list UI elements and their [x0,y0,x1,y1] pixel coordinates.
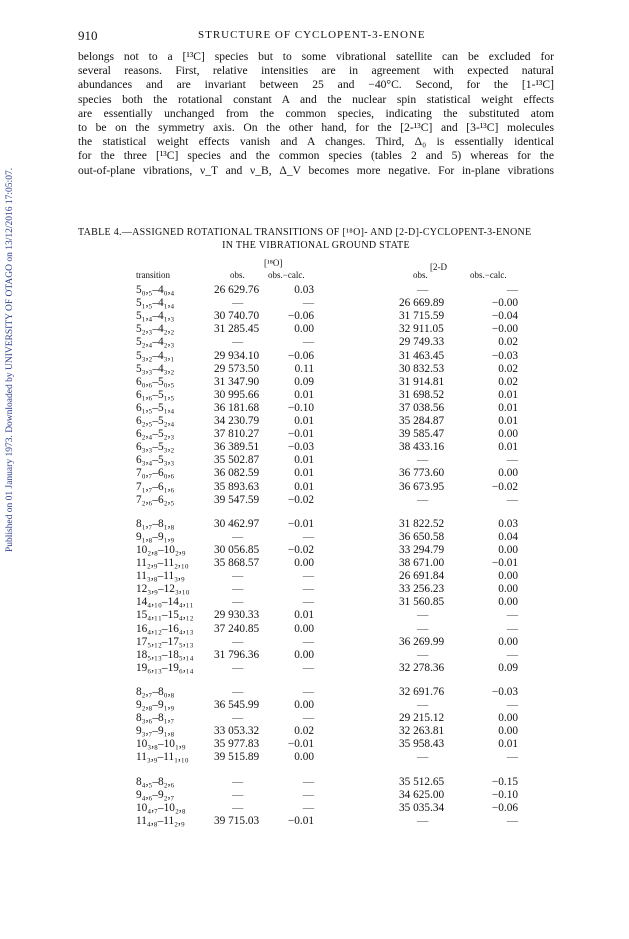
obs-2d-cell: — [417,284,429,296]
calc-o18-cell: 0.01 [294,388,314,401]
transition-cell: 17₅,₁₂–17₅,₁₃ [136,635,194,648]
obs-o18-cell: — [232,596,244,609]
transition-cell: 10₄,₇–10₂,₈ [136,801,186,814]
calc-2d-cell: 0.01 [498,401,518,414]
transition-cell: 5₁,₄–4₁,₃ [136,310,175,323]
transition-cell: 11₄,₈–11₂,₉ [136,814,185,827]
transition-cell: 9₄,₆–9₂,₇ [136,788,175,801]
calc-o18-cell: 0.09 [294,375,314,388]
obs-o18-cell: 36 545.99 [214,699,260,711]
group-header-2d: [2-D [430,262,447,272]
obs-o18-cell: 37 810.27 [214,428,260,441]
transition-cell: 7₂,₆–6₂,₅ [136,493,175,506]
calc-o18-cell: — [302,801,314,814]
col-header-obs-o18: obs. [230,270,245,280]
calc-o18-cell: 0.01 [294,609,314,622]
col-header-calc-o18: obs.−calc. [268,270,305,280]
transition-cell: 10₃,₈–10₁,₉ [136,738,186,751]
obs-2d-cell: 35 958.43 [399,738,445,751]
transition-cell: 6₂,₄–5₂,₃ [136,428,175,441]
body-paragraph [78,50,554,178]
calc-o18-cell: 0.03 [294,284,314,296]
calc-o18-cell: — [302,297,314,310]
calc-2d-cell: 0.04 [498,530,518,543]
calc-o18-cell: −0.01 [287,738,314,751]
calc-o18-cell: 0.00 [294,699,314,711]
calc-o18-cell: 0.01 [294,454,314,467]
obs-2d-cell: 35 512.65 [399,775,445,788]
calc-2d-cell: 0.02 [498,375,518,388]
obs-o18-cell: 30 995.66 [214,388,260,401]
transition-cell: 9₃,₇–9₁,₈ [136,725,175,738]
calc-2d-cell: 0.00 [498,543,518,556]
transition-cell: 19₆,₁₃–19₆,₁₄ [136,661,194,674]
transition-cell: 7₀,₇–6₀,₆ [136,467,175,480]
obs-2d-cell: 29 749.33 [399,336,445,349]
transition-cell: 11₃,₉–11₁,₁₀ [136,751,189,764]
calc-o18-cell: — [302,583,314,596]
transition-cell: 10₂,₈–10₂,₉ [136,543,186,556]
transition-cell: 8₃,₆–8₁,₇ [136,712,175,725]
obs-o18-cell: — [232,336,244,349]
obs-2d-cell: 31 698.52 [399,388,445,401]
calc-o18-cell: — [302,570,314,583]
obs-o18-cell: 30 056.85 [214,543,260,556]
download-watermark [3,120,17,600]
transition-cell: 15₄,₁₁–15₄,₁₂ [136,609,194,622]
calc-2d-cell: 0.00 [498,570,518,583]
transition-cell: 9₂,₈–9₁,₉ [136,699,175,711]
obs-2d-cell: 36 269.99 [399,635,445,648]
calc-2d-cell: 0.00 [498,467,518,480]
obs-o18-cell: — [232,297,244,310]
calc-o18-cell: — [302,788,314,801]
calc-2d-cell: — [506,622,518,635]
calc-o18-cell: −0.03 [287,441,314,454]
obs-o18-cell: 31 285.45 [214,323,260,336]
calc-2d-cell: 0.00 [498,725,518,738]
calc-o18-cell: 0.01 [294,467,314,480]
obs-2d-cell: 35 284.87 [399,415,445,427]
calc-2d-cell: — [506,751,518,764]
obs-2d-cell: 30 832.53 [399,362,445,375]
obs-2d-cell: — [417,609,429,622]
calc-o18-cell: −0.01 [287,517,314,530]
calc-o18-cell: — [302,336,314,349]
transition-cell: 6₁,₅–5₁,₄ [136,401,175,414]
calc-2d-cell: 0.00 [498,428,518,441]
obs-o18-cell: 30 740.70 [214,310,260,323]
calc-2d-cell: 0.02 [498,362,518,375]
calc-o18-cell: 0.00 [294,751,314,764]
calc-o18-cell: −0.01 [287,814,314,827]
obs-2d-cell: 32 278.36 [399,661,445,674]
obs-o18-cell: — [232,801,244,814]
obs-o18-cell: 36 181.68 [214,401,260,414]
transition-cell: 5₃,₂–4₃,₁ [136,349,175,362]
obs-o18-cell: — [232,775,244,788]
obs-2d-cell: 38 433.16 [399,441,445,454]
obs-o18-cell: 29 934.10 [214,349,260,362]
calc-2d-cell: 0.00 [498,635,518,648]
obs-o18-cell: — [232,661,244,674]
calc-2d-cell: 0.01 [498,738,518,751]
table-caption [78,226,554,252]
calc-o18-cell: 0.11 [294,362,314,375]
transition-cell: 18₅,₁₃–18₅,₁₄ [136,648,194,661]
calc-2d-cell: — [506,609,518,622]
obs-o18-cell: 39 515.89 [214,751,260,764]
obs-2d-cell: 35 035.34 [399,801,445,814]
calc-o18-cell: −0.02 [287,543,314,556]
transition-cell: 8₄,₅–8₂,₆ [136,775,175,788]
calc-o18-cell: −0.02 [287,493,314,506]
col-header-transition: transition [136,270,170,280]
calc-2d-cell: −0.04 [491,310,518,323]
obs-o18-cell: 29 573.50 [214,362,260,375]
obs-o18-cell: 35 502.87 [214,454,260,467]
calc-o18-cell: 0.00 [294,622,314,635]
calc-2d-cell: 0.00 [498,712,518,725]
calc-o18-cell: — [302,530,314,543]
transition-cell: 6₃,₄–5₃,₃ [136,454,175,467]
calc-2d-cell: — [506,454,518,467]
transition-cell: 6₂,₅–5₂,₄ [136,415,175,427]
obs-o18-cell: 35 868.57 [214,557,260,569]
obs-o18-cell: — [232,635,244,648]
obs-o18-cell: — [232,530,244,543]
calc-o18-cell: — [302,712,314,725]
obs-o18-cell: — [232,788,244,801]
obs-o18-cell: 35 977.83 [214,738,260,751]
transition-cell: 12₃,₉–12₃,₁₀ [136,583,190,596]
page-number: 910 [78,28,98,43]
obs-o18-cell: 30 462.97 [214,517,260,530]
calc-2d-cell: −0.03 [491,685,518,698]
transition-cell: 7₁,₇–6₁,₆ [136,480,175,493]
transition-cell: 5₁,₅–4₁,₄ [136,297,175,310]
transition-cell: 6₁,₆–5₁,₅ [136,388,175,401]
transition-cell: 6₀,₆–5₀,₅ [136,375,175,388]
calc-2d-cell: 0.00 [498,583,518,596]
transition-cell: 5₂,₃–4₂,₂ [136,323,175,336]
calc-2d-cell: — [506,493,518,506]
obs-2d-cell: 31 560.85 [399,596,445,609]
obs-o18-cell: 39 547.59 [214,493,260,506]
obs-2d-cell: 29 215.12 [399,712,445,725]
transition-cell: 6₃,₃–5₃,₂ [136,441,175,454]
calc-o18-cell: −0.06 [287,310,314,323]
page-header [78,28,553,42]
obs-2d-cell: 36 650.58 [399,530,445,543]
obs-2d-cell: — [417,454,429,467]
transition-cell: 8₁,₇–8₁,₈ [136,517,175,530]
obs-o18-cell: 26 629.76 [214,284,260,296]
calc-2d-cell: −0.02 [491,480,518,493]
obs-o18-cell: 33 053.32 [214,725,260,738]
calc-2d-cell: −0.01 [491,557,518,569]
obs-o18-cell: 31 796.36 [214,648,260,661]
running-title: STRUCTURE OF CYCLOPENT-3-ENONE [198,29,426,41]
obs-o18-cell: — [232,712,244,725]
obs-2d-cell: 32 911.05 [399,323,444,336]
obs-o18-cell: 29 930.33 [214,609,260,622]
obs-2d-cell: — [417,814,429,827]
calc-2d-cell: — [506,648,518,661]
transition-cell: 5₀,₅–4₀,₄ [136,284,175,296]
calc-2d-cell: — [506,284,518,296]
obs-2d-cell: 26 669.89 [399,297,445,310]
body-line: for the three [¹³C] species and the common species (tables 2 and 5) whereas for the [78,149,554,163]
obs-o18-cell: 39 715.03 [214,814,260,827]
col-header-obs-2d: obs. [413,270,428,280]
obs-2d-cell: 37 038.56 [399,401,445,414]
calc-o18-cell: 0.02 [294,725,314,738]
obs-2d-cell: — [417,493,429,506]
calc-o18-cell: — [302,685,314,698]
obs-o18-cell: 37 240.85 [214,622,260,635]
calc-2d-cell: −0.06 [491,801,518,814]
calc-2d-cell: −0.10 [491,788,518,801]
obs-2d-cell: 31 822.52 [399,517,445,530]
obs-2d-cell: 36 773.60 [399,467,445,480]
transition-cell: 9₁,₈–9₁,₉ [136,530,175,543]
body-line: out-of-plane vibrations, ν_T and ν_B, Δ_V becomes more negative. For in-plane vibrations [78,163,554,177]
calc-o18-cell: 0.01 [294,415,314,427]
calc-2d-cell: 0.03 [498,517,518,530]
obs-2d-cell: — [417,699,429,711]
obs-2d-cell: — [417,648,429,661]
calc-o18-cell: — [302,596,314,609]
calc-2d-cell: 0.02 [498,336,518,349]
calc-2d-cell: 0.00 [498,596,518,609]
download-watermark-text: Published on 01 January 1973. Downloaded by UNIVERSITY OF OTAGO on 13/12/2016 17:05:07. [5,167,15,553]
obs-2d-cell: 32 263.81 [399,725,445,738]
table-caption-subtitle: IN THE VIBRATIONAL GROUND STATE [222,240,410,251]
obs-o18-cell: 36 389.51 [214,441,260,454]
obs-o18-cell: — [232,570,244,583]
calc-o18-cell: −0.06 [287,349,314,362]
calc-2d-cell: −0.00 [491,297,518,310]
table-caption-title: TABLE 4.—ASSIGNED ROTATIONAL TRANSITIONS OF [¹⁸O]- AND [2-D]-CYCLOPENT-3-ENONE [78,227,532,238]
obs-2d-cell: 31 463.45 [399,349,445,362]
obs-2d-cell: 31 914.81 [399,375,445,388]
calc-o18-cell: −0.10 [287,401,314,414]
calc-o18-cell: — [302,635,314,648]
calc-2d-cell: — [506,699,518,711]
body-line: several reasons. First, relative intensities are in agreement with expected natural [78,64,554,78]
obs-o18-cell: — [232,583,244,596]
calc-2d-cell: 0.01 [498,441,518,454]
obs-o18-cell: 36 082.59 [214,467,260,480]
calc-o18-cell: 0.00 [294,557,314,569]
body-line: are essentially unchanged from the common species, indicating the substituted atom [78,106,554,120]
calc-o18-cell: — [302,661,314,674]
body-line: belongs not to a [¹³C] species but to some vibrational satellite can be excluded for [78,50,554,63]
body-line: the statistical weight effects vanish and A changes. Third, Δ₀ is essentially identical [78,135,554,149]
calc-2d-cell: 0.01 [498,415,518,427]
group-header-o18: [¹⁸O] [264,258,283,268]
calc-2d-cell: −0.15 [491,775,518,788]
obs-2d-cell: 38 671.00 [399,557,445,569]
body-line: to be on the symmetry axis. On the other hand, for the [2-¹³C] and [3-¹³C] molecules [78,121,554,135]
body-line: abundances and are invariant between 25 and −40°C. Second, for the [1-¹³C] [78,78,554,92]
calc-2d-cell: −0.03 [491,349,518,362]
transition-cell: 16₄,₁₂–16₄,₁₃ [136,622,194,635]
obs-o18-cell: 35 893.63 [214,480,260,493]
obs-o18-cell: 31 347.90 [214,375,260,388]
transition-cell: 11₂,₉–11₂,₁₀ [136,557,189,569]
transition-cell: 11₃,₈–11₃,₉ [136,570,185,583]
obs-2d-cell: 34 625.00 [399,788,445,801]
obs-2d-cell: 33 256.23 [399,583,445,596]
obs-2d-cell: — [417,622,429,635]
obs-2d-cell: 33 294.79 [399,543,445,556]
obs-2d-cell: 32 691.76 [399,685,445,698]
calc-o18-cell: 0.00 [294,648,314,661]
obs-o18-cell: — [232,685,244,698]
calc-2d-cell: 0.09 [498,661,518,674]
obs-2d-cell: 39 585.47 [399,428,445,441]
transition-cell: 5₂,₄–4₂,₃ [136,336,175,349]
obs-2d-cell: 31 715.59 [399,310,445,323]
obs-2d-cell: 36 673.95 [399,480,445,493]
transition-cell: 5₃,₃–4₃,₂ [136,362,175,375]
calc-o18-cell: — [302,775,314,788]
transition-cell: 8₂,₇–8₀,₈ [136,685,175,698]
obs-o18-cell: 34 230.79 [214,415,260,427]
obs-2d-cell: — [417,751,429,764]
obs-2d-cell: 26 691.84 [399,570,445,583]
body-line: species both the rotational constant A and the nuclear spin statistical weight effects [78,92,554,106]
col-header-calc-2d: obs.−calc. [470,270,507,280]
calc-o18-cell: 0.00 [294,323,314,336]
calc-2d-cell: −0.00 [491,323,518,336]
calc-o18-cell: −0.01 [287,428,314,441]
transition-cell: 14₄,₁₀–14₄,₁₁ [136,596,194,609]
calc-2d-cell: — [506,814,518,827]
calc-o18-cell: 0.01 [294,480,314,493]
calc-2d-cell: 0.01 [498,388,518,401]
